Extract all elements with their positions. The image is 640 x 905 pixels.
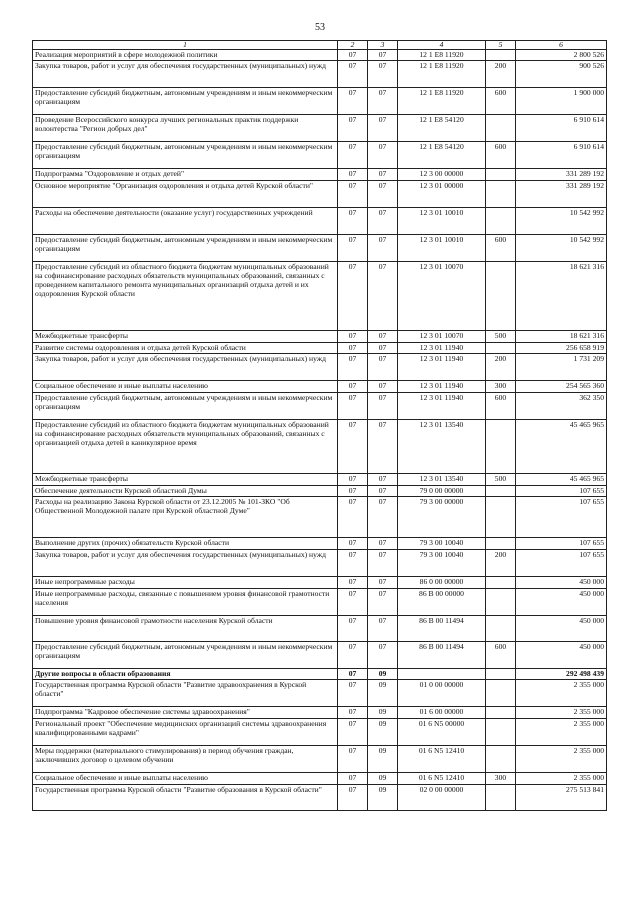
cell-section: 07 — [338, 181, 368, 208]
table-row — [33, 785, 607, 811]
cell-subsection: 07 — [368, 420, 398, 474]
cell-subsection: 07 — [368, 381, 398, 393]
cell-subsection: 07 — [368, 208, 398, 235]
cell-sum: 107 655 — [516, 486, 607, 497]
cell-target-article: 12 1 E8 54120 — [398, 142, 486, 169]
cell-section: 07 — [338, 235, 368, 262]
cell-target-article: 01 0 00 00000 — [398, 680, 486, 707]
cell-subsection: 07 — [368, 50, 398, 61]
cell-subsection: 07 — [368, 262, 398, 331]
cell-name: Закупка товаров, работ и услуг для обеспечения государственных (муниципальных) нужд — [33, 61, 338, 88]
cell-target-article: 12 1 E8 54120 — [398, 115, 486, 142]
cell-sum: 1 900 000 — [516, 88, 607, 115]
cell-sum: 18 621 316 — [516, 262, 607, 331]
cell-subsection: 07 — [368, 577, 398, 589]
table-row — [33, 381, 607, 393]
cell-name: Другие вопросы в области образования — [33, 669, 338, 680]
cell-section: 07 — [338, 169, 368, 181]
cell-section: 07 — [338, 538, 368, 550]
cell-subsection: 07 — [368, 486, 398, 497]
table-row — [33, 50, 607, 61]
cell-section: 07 — [338, 474, 368, 486]
cell-sum: 18 621 316 — [516, 331, 607, 343]
cell-name: Расходы на обеспечение деятельности (оказание услуг) государственных учреждений — [33, 208, 338, 235]
cell-sum: 2 800 526 — [516, 50, 607, 61]
header-subsection: 3 — [368, 41, 398, 50]
cell-expense-type — [486, 208, 516, 235]
cell-section: 07 — [338, 208, 368, 235]
cell-subsection: 07 — [368, 354, 398, 381]
cell-target-article: 12 3 01 13540 — [398, 474, 486, 486]
cell-subsection: 07 — [368, 474, 398, 486]
cell-sum: 256 658 919 — [516, 343, 607, 354]
table-row — [33, 486, 607, 497]
cell-section: 07 — [338, 142, 368, 169]
cell-target-article: 12 3 01 10070 — [398, 331, 486, 343]
cell-target-article: 79 3 00 10040 — [398, 538, 486, 550]
cell-section: 07 — [338, 577, 368, 589]
cell-target-article: 12 3 01 11940 — [398, 354, 486, 381]
cell-section: 07 — [338, 719, 368, 746]
cell-expense-type: 600 — [486, 642, 516, 669]
cell-subsection: 07 — [368, 331, 398, 343]
table-row — [33, 773, 607, 785]
cell-expense-type: 600 — [486, 142, 516, 169]
header-row — [33, 41, 607, 50]
cell-target-article: 01 6 N5 00000 — [398, 719, 486, 746]
cell-target-article: 12 3 01 11940 — [398, 381, 486, 393]
cell-sum: 2 355 000 — [516, 719, 607, 746]
cell-name: Предоставление субсидий бюджетным, автономным учреждениям и иным некоммерческим организациям — [33, 88, 338, 115]
cell-sum: 900 526 — [516, 61, 607, 88]
cell-section: 07 — [338, 115, 368, 142]
cell-sum: 45 465 965 — [516, 474, 607, 486]
cell-expense-type — [486, 707, 516, 719]
cell-name: Предоставление субсидий из областного бюджета бюджетам муниципальных образований на софинансирование расходных обязательств муниципальных образований, связанных с проведением капитального ремонта муниципальных организаций отдыха детей и их оздоровления Курской области — [33, 262, 338, 331]
table-row — [33, 669, 607, 680]
cell-sum: 331 289 192 — [516, 181, 607, 208]
table-row — [33, 538, 607, 550]
cell-sum: 450 000 — [516, 642, 607, 669]
cell-sum: 450 000 — [516, 577, 607, 589]
cell-expense-type — [486, 616, 516, 642]
cell-target-article — [398, 669, 486, 680]
cell-target-article: 86 В 00 11494 — [398, 642, 486, 669]
cell-expense-type — [486, 420, 516, 474]
cell-subsection: 07 — [368, 61, 398, 88]
cell-expense-type — [486, 669, 516, 680]
cell-target-article: 12 3 01 13540 — [398, 420, 486, 474]
cell-sum: 6 910 614 — [516, 142, 607, 169]
cell-expense-type: 600 — [486, 235, 516, 262]
cell-expense-type: 600 — [486, 88, 516, 115]
cell-subsection: 09 — [368, 773, 398, 785]
cell-name: Предоставление субсидий бюджетным, автономным учреждениям и иным некоммерческим организациям — [33, 235, 338, 262]
cell-section: 07 — [338, 746, 368, 773]
cell-expense-type — [486, 785, 516, 811]
cell-subsection: 09 — [368, 680, 398, 707]
cell-target-article: 86 В 00 11494 — [398, 616, 486, 642]
cell-expense-type: 300 — [486, 381, 516, 393]
cell-section: 07 — [338, 785, 368, 811]
cell-name: Иные непрограммные расходы — [33, 577, 338, 589]
cell-target-article: 12 3 01 11940 — [398, 393, 486, 420]
cell-sum: 450 000 — [516, 589, 607, 616]
cell-subsection: 07 — [368, 550, 398, 577]
table-row — [33, 142, 607, 169]
table-row — [33, 181, 607, 208]
cell-expense-type — [486, 343, 516, 354]
cell-name: Повышение уровня финансовой грамотности населения Курской области — [33, 616, 338, 642]
cell-subsection: 07 — [368, 88, 398, 115]
cell-target-article: 12 3 01 10010 — [398, 208, 486, 235]
cell-sum: 45 465 965 — [516, 420, 607, 474]
cell-target-article: 79 3 00 00000 — [398, 497, 486, 538]
cell-section: 07 — [338, 680, 368, 707]
cell-sum: 2 355 000 — [516, 680, 607, 707]
cell-target-article: 12 3 01 11940 — [398, 343, 486, 354]
table-row — [33, 235, 607, 262]
cell-subsection: 07 — [368, 115, 398, 142]
table-row — [33, 354, 607, 381]
cell-name: Подпрограмма "Кадровое обеспечение системы здравоохранения" — [33, 707, 338, 719]
cell-name: Предоставление субсидий бюджетным, автономным учреждениям и иным некоммерческим организациям — [33, 393, 338, 420]
cell-section: 07 — [338, 331, 368, 343]
cell-target-article: 86 В 00 00000 — [398, 589, 486, 616]
cell-section: 07 — [338, 61, 368, 88]
cell-expense-type: 200 — [486, 354, 516, 381]
cell-subsection: 07 — [368, 393, 398, 420]
cell-expense-type — [486, 719, 516, 746]
cell-section: 07 — [338, 50, 368, 61]
header-expense-type: 5 — [486, 41, 516, 50]
cell-section: 07 — [338, 707, 368, 719]
table-row — [33, 550, 607, 577]
table-body — [33, 50, 607, 811]
cell-expense-type: 300 — [486, 773, 516, 785]
cell-target-article: 79 0 00 00000 — [398, 486, 486, 497]
cell-name: Социальное обеспечение и иные выплаты населению — [33, 773, 338, 785]
cell-subsection: 07 — [368, 616, 398, 642]
table-row — [33, 577, 607, 589]
cell-name: Проведение Всероссийского конкурса лучших региональных практик поддержки волонтерства "Регион добрых дел" — [33, 115, 338, 142]
table-row — [33, 88, 607, 115]
table-row — [33, 589, 607, 616]
cell-section: 07 — [338, 354, 368, 381]
cell-subsection: 07 — [368, 642, 398, 669]
cell-expense-type: 500 — [486, 331, 516, 343]
cell-subsection: 07 — [368, 343, 398, 354]
cell-section: 07 — [338, 262, 368, 331]
cell-subsection: 07 — [368, 589, 398, 616]
cell-name: Межбюджетные трансферты — [33, 474, 338, 486]
cell-subsection: 07 — [368, 142, 398, 169]
cell-name: Иные непрограммные расходы, связанные с повышением уровня финансовой грамотности населения — [33, 589, 338, 616]
budget-table — [32, 40, 607, 811]
cell-target-article: 12 1 E8 11920 — [398, 50, 486, 61]
cell-target-article: 12 3 01 10070 — [398, 262, 486, 331]
cell-section: 07 — [338, 393, 368, 420]
cell-name: Закупка товаров, работ и услуг для обеспечения государственных (муниципальных) нужд — [33, 354, 338, 381]
table-row — [33, 616, 607, 642]
cell-target-article: 79 3 00 10040 — [398, 550, 486, 577]
cell-name: Обеспечение деятельности Курской областной Думы — [33, 486, 338, 497]
cell-section: 07 — [338, 589, 368, 616]
cell-expense-type — [486, 680, 516, 707]
cell-subsection: 07 — [368, 538, 398, 550]
cell-expense-type — [486, 746, 516, 773]
header-target-article: 4 — [398, 41, 486, 50]
table-row — [33, 746, 607, 773]
table-row — [33, 61, 607, 88]
cell-section: 07 — [338, 669, 368, 680]
table-row — [33, 331, 607, 343]
cell-name: Государственная программа Курской области "Развитие здравоохранения в Курской области" — [33, 680, 338, 707]
page-number: 53 — [315, 22, 325, 33]
cell-subsection: 07 — [368, 235, 398, 262]
cell-target-article: 12 3 01 10010 — [398, 235, 486, 262]
cell-name: Развитие системы оздоровления и отдыха детей Курской области — [33, 343, 338, 354]
cell-section: 07 — [338, 616, 368, 642]
cell-name: Закупка товаров, работ и услуг для обеспечения государственных (муниципальных) нужд — [33, 550, 338, 577]
table-row — [33, 719, 607, 746]
table-row — [33, 707, 607, 719]
cell-expense-type — [486, 589, 516, 616]
cell-expense-type — [486, 262, 516, 331]
cell-sum: 10 542 992 — [516, 208, 607, 235]
cell-section: 07 — [338, 343, 368, 354]
cell-section: 07 — [338, 773, 368, 785]
cell-name: Меры поддержки (материального стимулирования) в период обучения граждан, заключивших договор о целевом обучении — [33, 746, 338, 773]
cell-subsection: 09 — [368, 707, 398, 719]
cell-expense-type — [486, 181, 516, 208]
cell-name: Региональный проект "Обеспечение медицинских организаций системы здравоохранения квалифицированными кадрами" — [33, 719, 338, 746]
table-row — [33, 474, 607, 486]
cell-section: 07 — [338, 486, 368, 497]
cell-target-article: 12 3 00 00000 — [398, 169, 486, 181]
cell-section: 07 — [338, 88, 368, 115]
cell-target-article: 01 6 N5 12410 — [398, 773, 486, 785]
cell-sum: 107 655 — [516, 497, 607, 538]
header-name: 1 — [33, 41, 338, 50]
cell-subsection: 07 — [368, 169, 398, 181]
cell-sum: 450 000 — [516, 616, 607, 642]
table-row — [33, 115, 607, 142]
cell-name: Предоставление субсидий бюджетным, автономным учреждениям и иным некоммерческим организациям — [33, 142, 338, 169]
cell-sum: 1 731 209 — [516, 354, 607, 381]
cell-expense-type — [486, 115, 516, 142]
cell-sum: 331 289 192 — [516, 169, 607, 181]
cell-expense-type — [486, 486, 516, 497]
cell-section: 07 — [338, 550, 368, 577]
cell-target-article: 12 1 E8 11920 — [398, 61, 486, 88]
cell-sum: 254 565 360 — [516, 381, 607, 393]
cell-sum: 362 350 — [516, 393, 607, 420]
cell-sum: 2 355 000 — [516, 773, 607, 785]
cell-sum: 2 355 000 — [516, 707, 607, 719]
cell-subsection: 09 — [368, 746, 398, 773]
cell-section: 07 — [338, 497, 368, 538]
cell-target-article: 86 0 00 00000 — [398, 577, 486, 589]
cell-sum: 292 498 439 — [516, 669, 607, 680]
cell-expense-type: 500 — [486, 474, 516, 486]
cell-sum: 275 513 841 — [516, 785, 607, 811]
cell-expense-type: 200 — [486, 550, 516, 577]
cell-target-article: 01 6 00 00000 — [398, 707, 486, 719]
cell-expense-type: 600 — [486, 393, 516, 420]
cell-expense-type — [486, 50, 516, 61]
cell-sum: 107 655 — [516, 550, 607, 577]
cell-section: 07 — [338, 381, 368, 393]
cell-name: Подпрограмма "Оздоровление и отдых детей" — [33, 169, 338, 181]
cell-sum: 107 655 — [516, 538, 607, 550]
cell-name: Расходы на реализацию Закона Курской области от 23.12.2005 № 101-ЗКО "Об Общественной Молодежной палате при Курской областной Думе" — [33, 497, 338, 538]
cell-subsection: 09 — [368, 719, 398, 746]
cell-expense-type — [486, 169, 516, 181]
cell-expense-type — [486, 497, 516, 538]
table-row — [33, 262, 607, 331]
cell-target-article: 02 0 00 00000 — [398, 785, 486, 811]
cell-expense-type — [486, 577, 516, 589]
cell-expense-type: 200 — [486, 61, 516, 88]
table-row — [33, 497, 607, 538]
cell-name: Предоставление субсидий бюджетным, автономным учреждениям и иным некоммерческим организациям — [33, 642, 338, 669]
cell-name: Социальное обеспечение и иные выплаты населению — [33, 381, 338, 393]
cell-subsection: 07 — [368, 497, 398, 538]
cell-name: Выполнение других (прочих) обязательств Курской области — [33, 538, 338, 550]
header-section: 2 — [338, 41, 368, 50]
cell-name: Межбюджетные трансферты — [33, 331, 338, 343]
cell-subsection: 07 — [368, 181, 398, 208]
table-row — [33, 420, 607, 474]
cell-subsection: 09 — [368, 669, 398, 680]
cell-name: Основное мероприятие "Организация оздоровления и отдыха детей Курской области" — [33, 181, 338, 208]
cell-expense-type — [486, 538, 516, 550]
cell-name: Предоставление субсидий из областного бюджета бюджетам муниципальных образований на софинансирование расходных обязательств муниципальных образований, связанных с организацией отдыха детей в каникулярное время — [33, 420, 338, 474]
table-row — [33, 680, 607, 707]
table-row — [33, 208, 607, 235]
cell-target-article: 12 3 01 00000 — [398, 181, 486, 208]
cell-section: 07 — [338, 642, 368, 669]
header-sum: 6 — [516, 41, 607, 50]
cell-section: 07 — [338, 420, 368, 474]
cell-name: Реализация мероприятий в сфере молодежной политики — [33, 50, 338, 61]
cell-target-article: 01 6 N5 12410 — [398, 746, 486, 773]
cell-subsection: 09 — [368, 785, 398, 811]
table-row — [33, 393, 607, 420]
cell-sum: 2 355 000 — [516, 746, 607, 773]
cell-sum: 10 542 992 — [516, 235, 607, 262]
table-row — [33, 642, 607, 669]
cell-target-article: 12 1 E8 11920 — [398, 88, 486, 115]
cell-sum: 6 910 614 — [516, 115, 607, 142]
table-row — [33, 169, 607, 181]
cell-name: Государственная программа Курской области "Развитие образования в Курской области" — [33, 785, 338, 811]
table-row — [33, 343, 607, 354]
